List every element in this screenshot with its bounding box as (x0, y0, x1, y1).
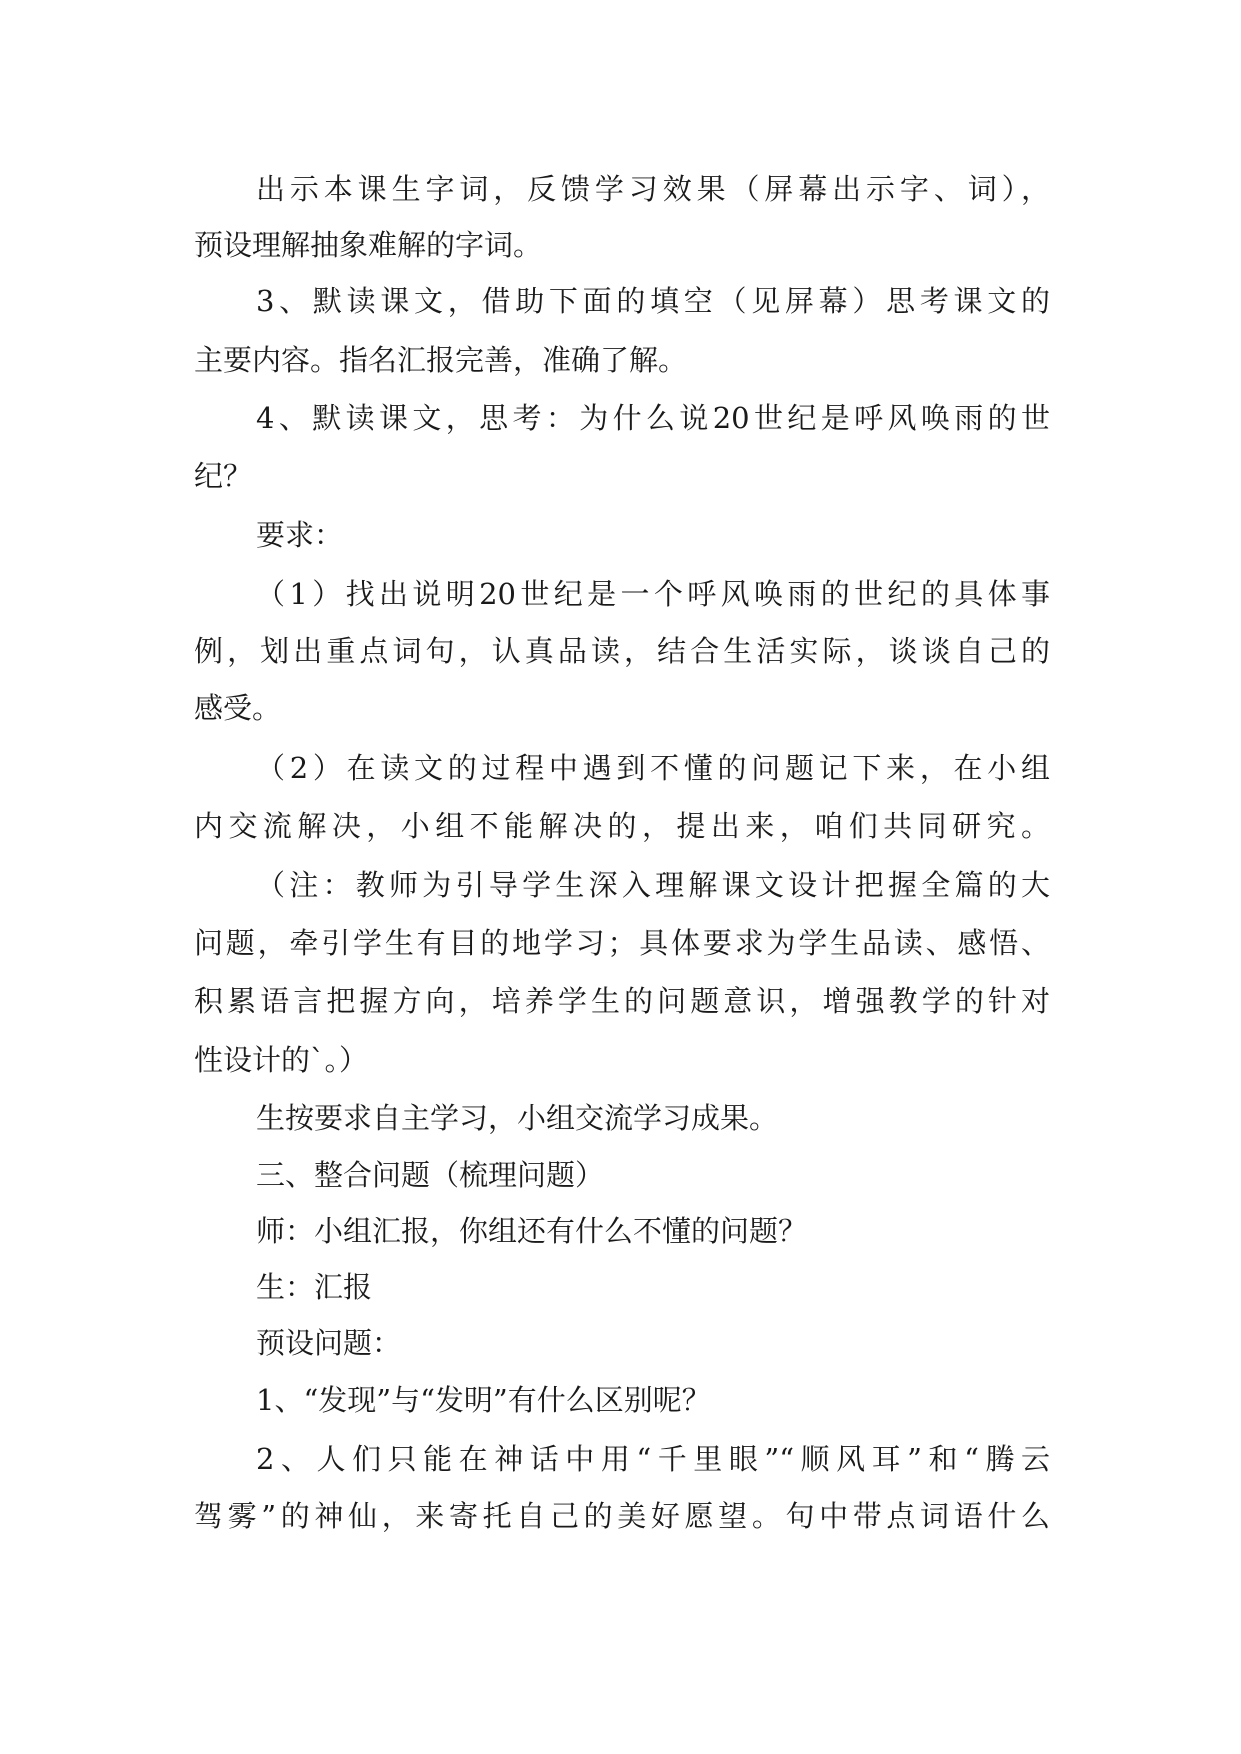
text-line (0, 738, 1241, 798)
paragraph-text: （2）在读文的过程中遇到不懂的问题记下来，在小组 (256, 751, 1050, 785)
paragraph-text: 出示本课生字词，反馈学习效果（屏幕出示字、词）， (256, 172, 1050, 206)
paragraph-text: 问题，牵引学生有目的地学习；具体要求为学生品读、感悟、 (194, 926, 1050, 960)
text-line (0, 330, 1241, 390)
text-line (0, 564, 1241, 624)
paragraph-text: 要求： (256, 518, 344, 552)
paragraph-text: 纪？ (194, 459, 253, 493)
text-line (0, 1257, 1241, 1317)
text-line (0, 505, 1241, 565)
paragraph-text: 2、人们只能在神话中用“千里眼”“顺风耳”和“腾云 (256, 1442, 1050, 1476)
paragraph-text: 积累语言把握方向，培养学生的问题意识，增强教学的针对 (194, 984, 1050, 1018)
text-line (0, 215, 1241, 275)
paragraph-text: 生按要求自主学习，小组交流学习成果。 (256, 1101, 779, 1135)
text-line (0, 621, 1241, 681)
text-line (0, 1145, 1241, 1205)
paragraph-text: （注：教师为引导学生深入理解课文设计把握全篇的大 (256, 868, 1050, 902)
text-line (0, 1370, 1241, 1430)
text-line (0, 388, 1241, 448)
text-line (0, 796, 1241, 856)
text-line (0, 1088, 1241, 1148)
text-line (0, 913, 1241, 973)
text-line (0, 1486, 1241, 1546)
text-line (0, 159, 1241, 219)
text-line (0, 1201, 1241, 1261)
paragraph-text: 内交流解决，小组不能解决的，提出来，咱们共同研究。 (194, 809, 1050, 843)
paragraph-text: 3、默读课文，借助下面的填空（见屏幕）思考课文的 (256, 284, 1050, 318)
text-line (0, 678, 1241, 738)
paragraph-text: 主要内容。指名汇报完善，准确了解。 (194, 343, 688, 377)
text-line (0, 971, 1241, 1031)
paragraph-text: 4、默读课文，思考：为什么说20世纪是呼风唤雨的世 (256, 401, 1050, 435)
paragraph-text: 性设计的`。） (194, 1043, 369, 1077)
paragraph-text: 感受。 (194, 691, 282, 725)
text-line (0, 1429, 1241, 1489)
text-line (0, 446, 1241, 506)
text-line (0, 855, 1241, 915)
paragraph-text: （1）找出说明20世纪是一个呼风唤雨的世纪的具体事 (256, 577, 1050, 611)
paragraph-text: 例，划出重点词句，认真品读，结合生活实际，谈谈自己的 (194, 634, 1050, 668)
paragraph-text: 生：汇报 (256, 1270, 373, 1304)
text-line (0, 1030, 1241, 1090)
paragraph-text: 1、“发现”与“发明”有什么区别呢？ (256, 1383, 711, 1417)
text-line (0, 1313, 1241, 1373)
paragraph-text: 预设问题： (256, 1326, 402, 1360)
paragraph-text: 预设理解抽象难解的字词。 (194, 228, 543, 262)
text-line (0, 271, 1241, 331)
section-heading: 三、整合问题（梳理问题） (256, 1158, 605, 1192)
paragraph-text: 师：小组汇报，你组还有什么不懂的问题？ (256, 1214, 808, 1248)
paragraph-text: 驾雾”的神仙，来寄托自己的美好愿望。句中带点词语什么 (194, 1499, 1050, 1533)
